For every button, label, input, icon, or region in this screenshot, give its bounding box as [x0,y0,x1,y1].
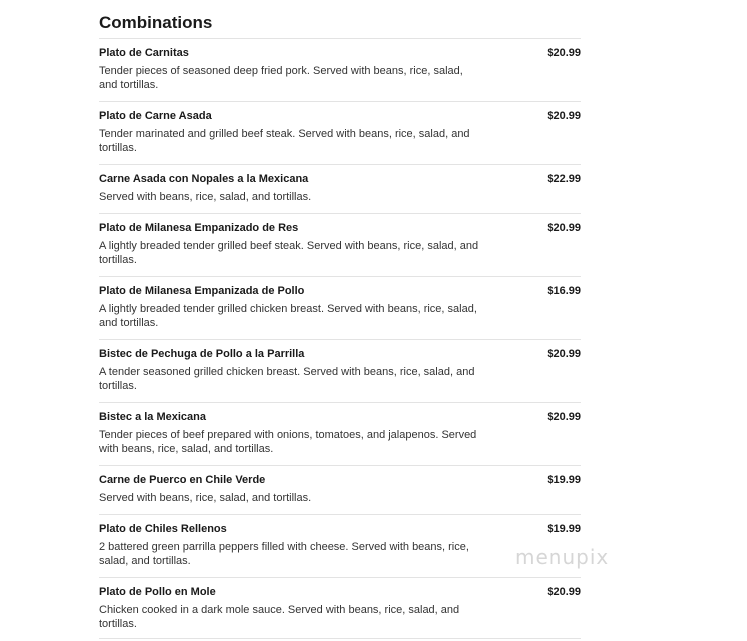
item-description: Tender pieces of beef prepared with onions, tomatoes, and jalapenos. Served with beans, rice, salad, and tortillas. [99,429,477,455]
menu-item [99,38,581,101]
menu-item [99,101,581,164]
item-description: Served with beans, rice, salad, and tortillas. [99,492,312,504]
item-name: Plato de Carne Asada [99,110,212,122]
item-description: Tender marinated and grilled beef steak. Served with beans, rice, salad, and tortillas. [99,128,470,154]
item-description: Served with beans, rice, salad, and tortillas. [99,191,312,203]
item-price: $19.99 [547,523,581,535]
item-price: $20.99 [547,222,581,234]
item-description: Chicken cooked in a dark mole sauce. Served with beans, rice, salad, and tortillas. [99,604,460,630]
menu-item [99,402,581,465]
menu-item [99,514,581,577]
menupix-watermark: menupix [515,545,610,569]
item-price: $20.99 [547,47,581,59]
item-description: Tender pieces of seasoned deep fried pork. Served with beans, rice, salad, and tortillas. [99,65,463,91]
item-price: $22.99 [547,173,581,185]
menu-item [99,339,581,402]
menu-item [99,577,581,640]
item-name: Plato de Pollo en Mole [99,586,216,598]
item-name: Plato de Carnitas [99,47,189,59]
item-price: $19.99 [547,474,581,486]
divider [99,638,581,639]
item-description: A tender seasoned grilled chicken breast. Served with beans, rice, salad, and tortillas. [99,366,475,392]
item-description: A lightly breaded tender grilled beef steak. Served with beans, rice, salad, and tortillas. [99,240,479,266]
item-price: $20.99 [547,586,581,598]
menu-item [99,164,581,213]
menu-item [99,276,581,339]
menu-section [99,0,581,640]
item-price: $16.99 [547,285,581,297]
menu-item [99,465,581,514]
item-name: Bistec de Pechuga de Pollo a la Parrilla [99,348,305,360]
item-name: Plato de Milanesa Empanizado de Res [99,222,299,234]
item-name: Carne Asada con Nopales a la Mexicana [99,173,309,185]
item-price: $20.99 [547,411,581,423]
section-title: Combinations [99,13,213,32]
item-name: Plato de Chiles Rellenos [99,523,227,535]
item-price: $20.99 [547,348,581,360]
menu-item [99,213,581,276]
item-name: Carne de Puerco en Chile Verde [99,474,266,486]
item-price: $20.99 [547,110,581,122]
item-name: Plato de Milanesa Empanizada de Pollo [99,285,305,297]
item-description: A lightly breaded tender grilled chicken breast. Served with beans, rice, salad, and tortillas. [99,303,477,329]
item-name: Bistec a la Mexicana [99,411,207,423]
item-description: 2 battered green parrilla peppers filled with cheese. Served with beans, rice, salad, and tortillas. [99,541,469,567]
